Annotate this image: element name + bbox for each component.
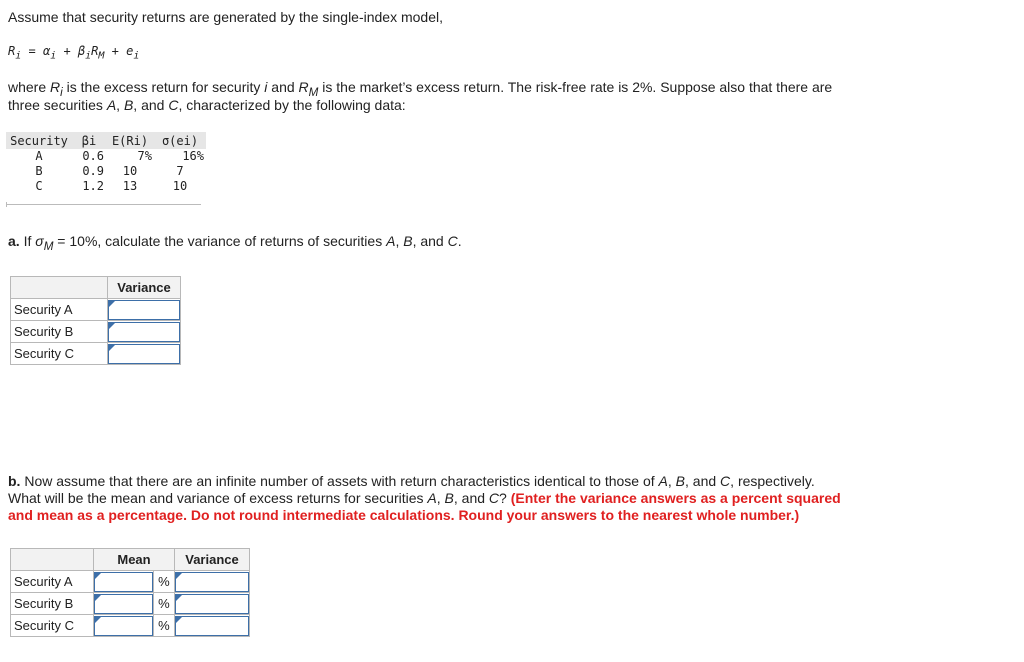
table-corner — [11, 277, 108, 299]
table-divider-tick — [6, 202, 7, 207]
header-variance: Variance — [108, 277, 181, 299]
header-expected-return: E(Ri) — [106, 132, 154, 149]
table-row — [11, 343, 181, 365]
intro-text: Assume that security returns are generated by the single-index model, — [8, 9, 444, 25]
percent-unit: % — [153, 593, 174, 615]
row-label-security-a: Security A — [11, 299, 108, 321]
variance-input-security-c[interactable] — [108, 344, 180, 364]
cell: C — [35, 179, 43, 193]
row-label-security-a: Security A — [11, 571, 94, 593]
table-corner — [11, 549, 94, 571]
table-row — [11, 299, 181, 321]
cell: 0.6 — [82, 149, 104, 163]
instruction-text: (Enter the variance answers as a percent squared — [510, 490, 841, 506]
variance-input-security-b[interactable] — [108, 322, 180, 342]
table-row — [6, 179, 206, 194]
question-b-line-1: b. Now assume that there are an infinite number of assets with return characteristics identical to those of A, B, and C, respectively. — [8, 473, 815, 489]
security-data-table — [6, 132, 206, 194]
mean-variance-answer-table — [10, 548, 250, 637]
row-label-security-b: Security B — [11, 321, 108, 343]
model-formula: $R_i = \alpha_i + \beta_iR_M + e_i$ — [8, 44, 140, 62]
description-line-2: three securities A, B, and C, characterized by the following data: — [8, 97, 406, 113]
description-line-1: where $R_i$ is the excess return for security i and $R_M$ is the market’s excess return. The risk-free rate is 2%. Suppose also that there are — [8, 79, 833, 99]
header-mean: Mean — [94, 549, 175, 571]
table-row — [11, 593, 250, 615]
row-label-security-c: Security C — [11, 343, 108, 365]
percent-unit: % — [153, 571, 174, 593]
cell: B — [35, 164, 43, 178]
row-label-security-b: Security B — [11, 593, 94, 615]
mean-input-security-c[interactable] — [94, 616, 153, 636]
mean-input-security-b[interactable] — [94, 594, 153, 614]
percent-unit: % — [153, 615, 174, 637]
table-row — [11, 571, 250, 593]
variance-input-security-a[interactable] — [108, 300, 180, 320]
table-row — [11, 321, 181, 343]
cell: 0.9 — [82, 164, 104, 178]
instruction-text-continued: and mean as a percentage. Do not round intermediate calculations. Round your answers to the nearest whole number.) — [8, 507, 800, 523]
mean-input-security-a[interactable] — [94, 572, 153, 592]
variance-input-security-b[interactable] — [175, 594, 249, 614]
question-a: a. If $\sigma_M = 10\%$, calculate the variance of returns of securities A, B, and C. — [8, 233, 462, 253]
header-security: Security — [6, 132, 72, 149]
table-divider — [6, 204, 201, 205]
row-label-security-c: Security C — [11, 615, 94, 637]
cell: A — [35, 149, 43, 163]
header-variance: Variance — [175, 549, 250, 571]
data-table-header — [6, 132, 206, 149]
cell: 10 — [122, 164, 138, 178]
table-row — [11, 615, 250, 637]
cell: 13 — [122, 179, 138, 193]
variance-input-security-a[interactable] — [175, 572, 249, 592]
variance-answer-table — [10, 276, 181, 365]
table-row — [6, 149, 206, 164]
cell: 7 — [176, 164, 184, 178]
table-row — [6, 164, 206, 179]
question-b-line-2: What will be the mean and variance of excess returns for securities A, B, and C? (Enter the variance answers as a percent squared — [8, 490, 841, 506]
cell: 1.2 — [82, 179, 104, 193]
header-beta: βi — [72, 132, 106, 149]
cell: 7% — [137, 149, 152, 163]
cell: 16% — [182, 149, 204, 163]
cell: 10 — [172, 179, 188, 193]
header-residual-sd: σ(ei) — [154, 132, 206, 149]
variance-input-security-c[interactable] — [175, 616, 249, 636]
